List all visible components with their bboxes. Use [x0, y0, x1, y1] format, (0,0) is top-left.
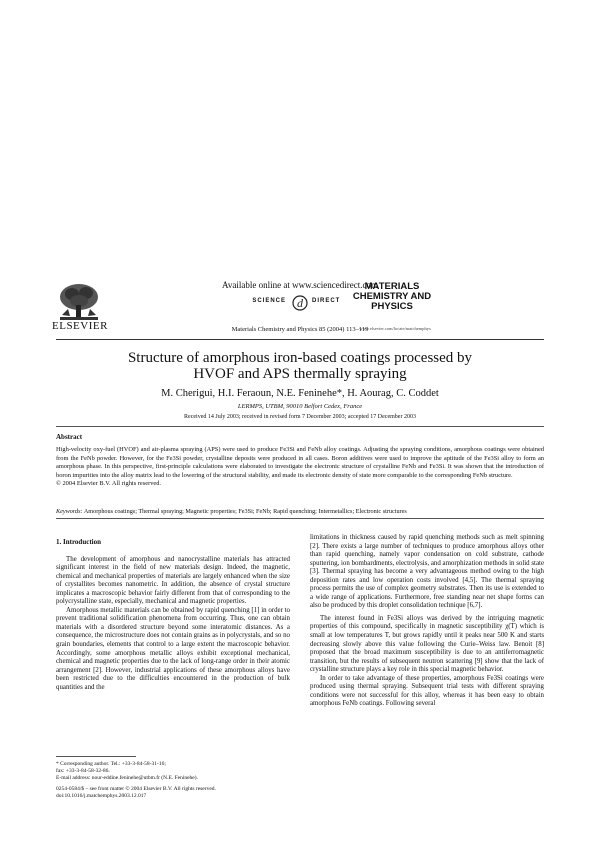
right-paragraph-2: The interest found in Fe3Si alloys was derived by the intriguing magnetic properties of this compound, specifically in magnetic susceptibility χ(T) which is small at low temperatures T, but grows rapidly until it peaks near 500 K and starts decreasing slowly above this value following the Curie–Weiss law. Benoit [8] proposed that the broad maximum susceptibility is due to an antiferromagnetic transition, but the results of subsequent neutron scattering [9] show that the lack of crystalline structure plays a key role in this special magnetic behavior.: [310, 614, 544, 674]
footnote-line-2: fax: +33-3-84-58-32-86.: [56, 768, 110, 774]
footnote-divider: [56, 756, 136, 757]
journal-citation: Materials Chemistry and Physics 85 (2004) 113–119: [231, 326, 369, 333]
section-heading: 1. Introduction: [56, 538, 101, 546]
abstract-text: High-velocity oxy-fuel (HVOF) and air-plasma spraying (APS) were used to produce Fe3Si and FeNb alloy coatings. Adjusting the spraying conditions, amorphous coatings were obtained from the FeNb powder. However, for the Fe3Si powder, crystalline deposits were produced in all cases. Boron additives were used to improve the aptitude of the Fe3Si alloy to form an amorphous phase. In this perspective, first-principle calculations were elaborated to investigate the electronic structure of crystalline FeNb and Fe3Si. It was shown that the introduction of boron impurities into the alloy matrix lead to the lowering of the structural stability, and made its electronic density of state more comparable to the corresponding FeNb structure.: [56, 446, 544, 479]
title-line-2: HVOF and APS thermally spraying: [193, 366, 407, 382]
sd-left-text: SCIENCE: [252, 298, 286, 304]
keywords-text: Amorphous coatings; Thermal spraying; Magnetic properties; Fe3Si; FeNb; Rapid quenching; Intermetallics; Electronic structures: [83, 508, 407, 515]
title-line-1: Structure of amorphous iron-based coatings processed by: [127, 350, 473, 366]
right-paragraph-1: limitations in thickness caused by rapid quenching methods such as melt spinning [2]. There exists a large number of techniques to produce amorphous alloys other than rapid quenching, namely vapor condensation on cold substrate, cathode sputtering, ion bombardments, electrolysis, and amorphization methods in solid state [3]. Thermal spraying has become a very advantageous method owing to the high deposition rates and low operation costs involved [4,5]. The thermal spraying process permits the use of complex geometry substrates. Then its use is extended to a wide range of applications. Furthermore, free standing near net shape forms can also be produced by this droplet consolidation technique [6,7].: [310, 534, 544, 610]
footnote: [56, 761, 296, 782]
keywords-line: [56, 508, 544, 515]
journal-logo-line-1: MATERIALS: [364, 281, 420, 292]
abstract-copyright: © 2004 Elsevier B.V. All rights reserved.: [56, 480, 162, 488]
article-title: [80, 350, 520, 382]
keywords-label: Keywords:: [56, 508, 83, 515]
header-divider: [56, 339, 544, 340]
sciencedirect-d-icon: [290, 292, 310, 312]
left-paragraph-1: The development of amorphous and nanocrystalline materials has attracted significant interest in the field of new materials design. Indeed, the magnetic, chemical and mechanical properties of materials are largely enhanced when the size of crystallites becomes nanometric. In addition, the absence of crystal structure implicates a macroscopic behavior fairly different from that of corresponding to the polycrystalline state, especially, mechanical and magnetic properties.: [56, 555, 290, 606]
bottom-info: [56, 786, 296, 800]
abstract-body: [56, 446, 544, 489]
received-dates: Received 14 July 2003; received in revised form 7 December 2003; accepted 17 December 2003: [184, 414, 416, 420]
right-column: [310, 534, 544, 709]
author-list: M. Cherigui, H.I. Feraoun, N.E. Feninehe*, H. Aourag, C. Coddet: [161, 388, 439, 399]
issn-line: 0254-0584/$ – see front matter © 2004 Elsevier B.V. All rights reserved.: [56, 786, 216, 792]
right-paragraph-3: In order to take advantage of these properties, amorphous Fe3Si coatings were produced using thermal spraying. Subsequent trial tests with different spraying conditions were not successful for this alloy, whereas it has been easy to obtain amorphous FeNb coatings. Following several: [310, 674, 544, 708]
left-column: [56, 538, 290, 692]
doi-line[interactable]: doi:10.1016/j.matchemphys.2003.12.017: [56, 793, 147, 799]
abstract-heading: Abstract: [56, 433, 83, 441]
available-online-line: Available online at www.sciencedirect.com: [222, 280, 378, 290]
footnote-line-1: * Corresponding author. Tel.: +33-3-84-58-31-16;: [56, 761, 166, 767]
abstract-top-divider: [56, 426, 544, 427]
publisher-name: ELSEVIER: [52, 320, 108, 332]
journal-logo-line-2: CHEMISTRY AND: [352, 291, 432, 302]
abstract-bottom-divider: [56, 518, 544, 519]
affiliation: LERMPS, UTBM, 90010 Belfort Cedex, France: [237, 403, 363, 410]
journal-logo-line-3: PHYSICS: [371, 301, 413, 312]
journal-logo-text: [352, 282, 432, 312]
left-paragraph-2: Amorphous metallic materials can be obtained by rapid quenching [1] in order to prevent traditional solidification phenomena from occurring. Thus, one can obtain materials with a disordered structure beyond some interatomic distances. As a consequence, the microstructure does not contain grains as in polycrystals, and so no grain boundaries, elements that control to a large extent the macroscopic behavior. Accordingly, some amorphous metallic alloys exhibit exceptional mechanical, chemical and magnetic properties due to the lack of long-range order in their atomic arrangement [2]. However, industrial applications of these amorphous alloys have been restricted due to the difficulties encountered in the production of bulk quantities and the: [56, 606, 290, 691]
elsevier-tree-logo: [56, 283, 102, 323]
journal-url[interactable]: www.elsevier.com/locate/matchemphys: [359, 326, 431, 331]
svg-text:d: d: [297, 296, 303, 310]
sd-right-text: DIRECT: [312, 298, 341, 304]
footnote-email[interactable]: E-mail address: nour-eddine.feninehe@utbm.fr (N.E. Feninehe).: [56, 775, 198, 781]
